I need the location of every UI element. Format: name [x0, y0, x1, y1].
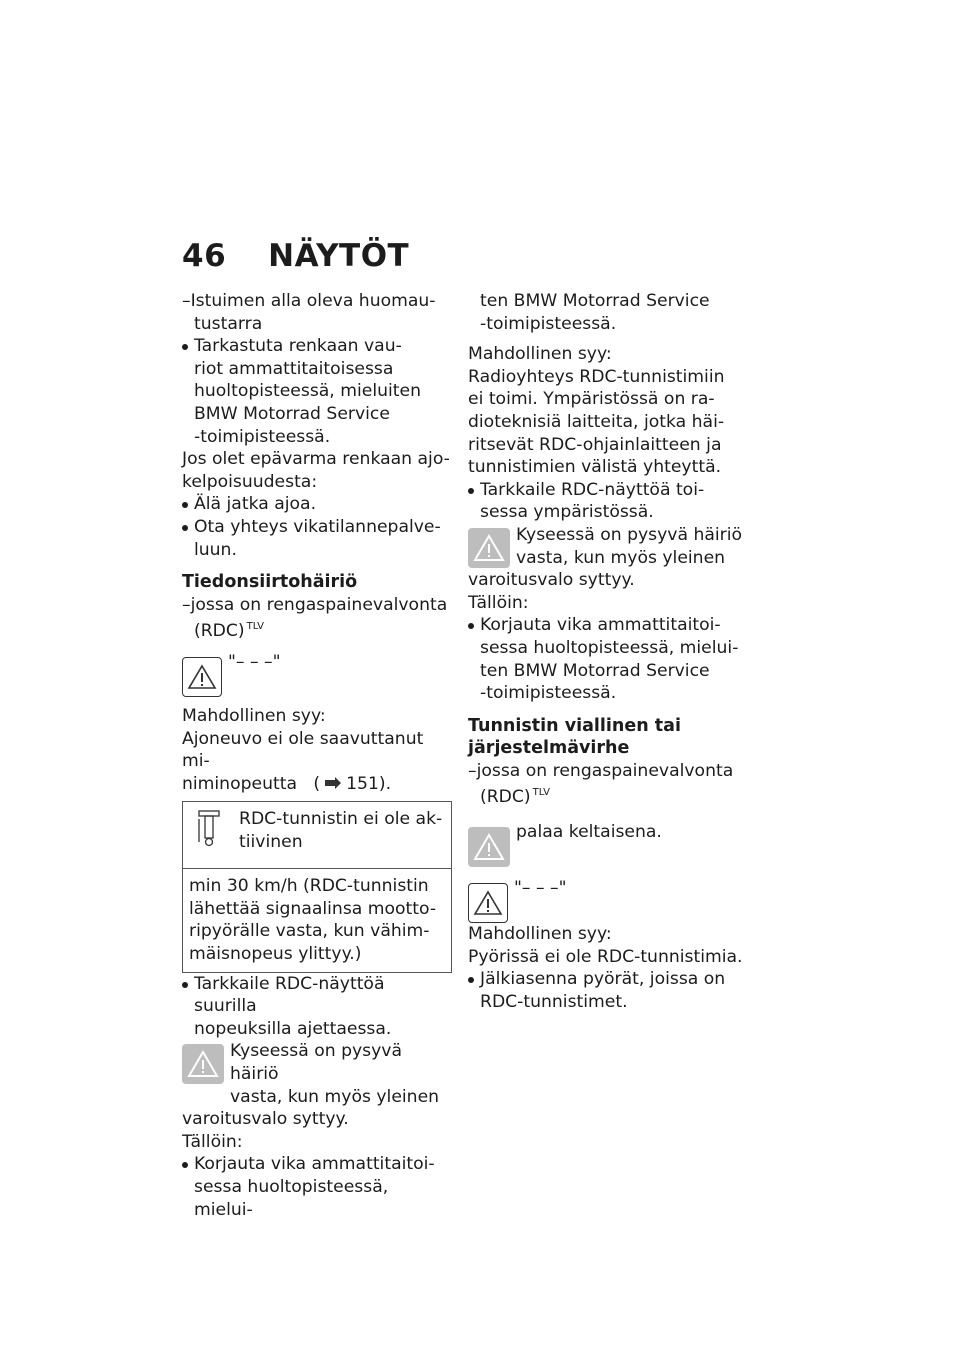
warning-triangle-icon	[468, 827, 510, 867]
table-heading: RDC-tunnistin ei ole ak- tiivinen	[239, 809, 443, 852]
warning-row	[182, 653, 452, 697]
bullet-item: Jälkiasenna pyörät, joissa on	[468, 968, 743, 991]
bullet-item: Ota yhteys vikatilannepalve-	[182, 516, 452, 539]
text-line: Mahdollinen syy:	[182, 705, 326, 726]
text-line: Mahdollinen syy:	[468, 344, 612, 365]
bullet-item: Korjauta vika ammattitaitoi-	[182, 1153, 452, 1176]
text-line: dioteknisiä laitteita, jotka häi-	[468, 411, 725, 432]
rdc-sensor-icon	[195, 808, 225, 862]
text-line: varoitusvalo syttyy.	[468, 570, 635, 591]
right-column	[468, 290, 743, 1013]
page-reference: 151).	[346, 773, 392, 794]
text-line: Pyörissä ei ole RDC-tunnistimia.	[468, 946, 743, 967]
warning-text: Kyseessä on pysyvä häiriö vasta, kun myös yleinen	[516, 524, 743, 568]
text-line: varoitusvalo syttyy.	[182, 1109, 349, 1130]
warning-triangle-icon	[182, 657, 222, 697]
warning-triangle-icon	[468, 883, 508, 923]
warning-row	[468, 823, 743, 867]
text-line: (RDC) $^{TLV}$	[480, 787, 551, 808]
text-line: Radioyhteys RDC-tunnistimiin	[468, 366, 725, 387]
text-line: –jossa on rengaspainevalvonta	[182, 594, 448, 615]
warning-display-text: "– – –"	[228, 651, 281, 672]
text-line: kelpoisuudesta:	[182, 471, 318, 492]
text-line: sessa ympäristössä.	[480, 502, 654, 523]
page-title: NÄYTÖT	[268, 238, 410, 274]
text-line: ten BMW Motorrad Service	[480, 660, 710, 681]
page-header	[182, 238, 409, 274]
warning-row	[468, 524, 743, 569]
text-line: Tällöin:	[468, 592, 529, 613]
warning-triangle-icon	[182, 1044, 224, 1084]
text-line: Jos olet epävarma renkaan ajo-	[182, 449, 450, 470]
text-line: huoltopisteessä, mieluiten	[194, 381, 421, 402]
left-column	[182, 290, 452, 1221]
bullet-item: Älä jatka ajoa.	[182, 493, 452, 516]
warning-triangle-icon	[468, 528, 510, 568]
text-line: nopeuksilla ajettaessa.	[194, 1018, 392, 1039]
bullet-item: Tarkastuta renkaan vau-	[182, 335, 452, 358]
text-line: -toimipisteessä.	[480, 313, 617, 334]
text-line: Mahdollinen syy:	[468, 924, 612, 945]
text-line: ten BMW Motorrad Service	[480, 291, 710, 311]
text-line: BMW Motorrad Service	[194, 403, 390, 424]
text-line: sessa huoltopisteessä, mielui-	[194, 1177, 389, 1220]
page-number: 46	[182, 238, 227, 274]
text-line: tustarra	[194, 313, 263, 334]
tlv-superscript: TLV	[532, 787, 551, 799]
text-line: Tällöin:	[182, 1131, 243, 1152]
text-line: –jossa on rengaspainevalvonta	[468, 760, 734, 781]
table-row: min 30 km/h (RDC-tunnistin lähettää signaalinsa mootto- ripyörälle vasta, kun vähim- mäisnopeus ylittyy.)	[189, 876, 437, 965]
warning-row	[182, 1040, 452, 1108]
text-line: Ajoneuvo ei ole saavuttanut mi-	[182, 728, 424, 772]
text-line: tunnistimien välistä yhteyttä.	[468, 457, 722, 478]
text-line	[182, 616, 452, 643]
bullet-item: Tarkkaile RDC-näyttöä toi-	[468, 479, 743, 502]
warning-text: palaa keltaisena.	[516, 822, 662, 843]
bullet-item: Tarkkaile RDC-näyttöä suurilla	[182, 973, 452, 1018]
text-line: -toimipisteessä.	[480, 683, 617, 704]
text-line: -toimipisteessä.	[194, 426, 331, 447]
text-line: luun.	[194, 539, 237, 560]
table-row	[183, 802, 451, 869]
warning-row	[468, 879, 743, 923]
text-line: –Istuimen alla oleva huomau-	[182, 291, 436, 311]
rdc-label: (RDC)	[194, 621, 245, 642]
warning-display-text: "– – –"	[514, 878, 567, 899]
arrow-right-icon	[324, 773, 342, 796]
text-line: ritsevät RDC-ohjainlaitteen ja	[468, 434, 722, 455]
section-heading: Tunnistin viallinen tai	[468, 715, 681, 736]
info-table	[182, 801, 452, 972]
warning-text: Kyseessä on pysyvä häiriö vasta, kun myös yleinen	[230, 1041, 440, 1107]
text-line: ei toimi. Ympäristössä on ra-	[468, 389, 715, 410]
text-line: riot ammattitaitoisessa	[194, 358, 394, 379]
bullet-item: Korjauta vika ammattitaitoi-	[468, 614, 743, 637]
section-heading: järjestelmävirhe	[468, 738, 630, 759]
text-line: sessa huoltopisteessä, mielui-	[480, 637, 739, 658]
text-line: niminopeutta ( 151).	[182, 773, 392, 794]
section-heading: Tiedonsiirtohäiriö	[182, 572, 358, 593]
tlv-superscript: TLV	[246, 621, 265, 633]
text-line: RDC-tunnistimet.	[480, 991, 628, 1012]
